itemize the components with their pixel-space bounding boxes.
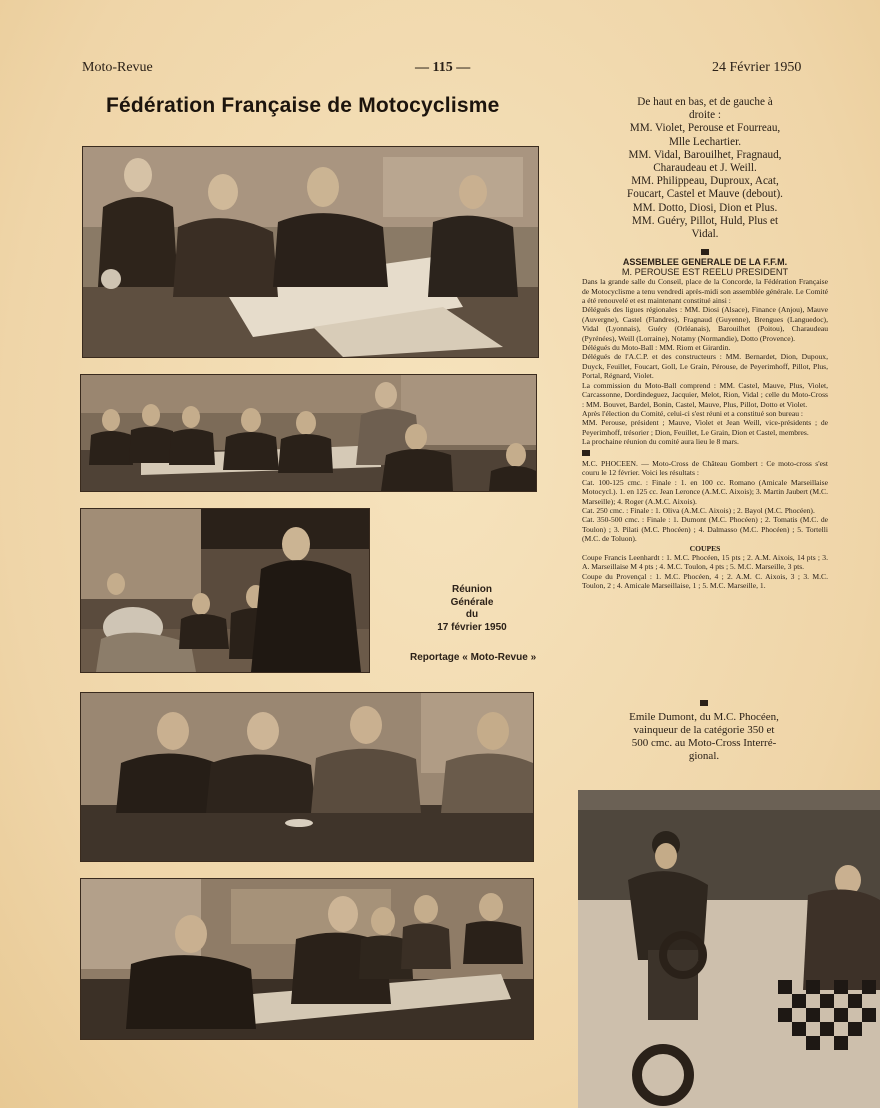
motocross-caption: Emile Dumont, du M.C. Phocéen, vainqueur de la catégorie 350 et 500 cmc. au Moto-Cross Interré- gional.	[629, 711, 779, 762]
meeting-photo-3	[80, 508, 370, 673]
article-subheading: M. PEROUSE EST REELU PRESIDENT	[621, 267, 789, 278]
page-title: Fédération Française de Motocyclisme	[106, 94, 500, 117]
article-heading: ASSEMBLEE GENERALE DE LA F.F.M.	[622, 257, 788, 268]
meeting-photo-4	[80, 692, 534, 862]
photo-identification-caption: De haut en bas, et de gauche à droite : MM. Violet, Perouse et Fourreau, Mlle Lechartier. MM. Vidal, Barouilhet, Fragnaud, Charaudeau et J. Weill. MM. Philippeau, Duproux, Acat, Foucart, Castel et Mauve (debout). MM. Dotto, Diosi, Dion et Plus. MM. Guéry, Pillot, Huld, Plus et Vidal.	[627, 96, 783, 241]
article-body: Dans la grande salle du Conseil, place de la Concorde, la Fédération Française de Motocyclisme a tenu vendredi après-midi son assemblée générale. Le Comité a été renouvelé et est maintenant constitué ainsi : Délégués des ligues régionales : MM. Diosi (Alsace), Finance (Anjou), Mauve (Auvergne), Castel (Flandres), Fragnaud (Guyenne), Brengues (Languedoc), Vidal (Lyonnais), Guéry (Orléanais), Barouilhet (Poitou), Charaudeau (Pyrénées), Weill (Lorraine), Notamy (Normandie), Dotto (Provence). Délégués du Moto-Ball : MM. Riom et Girardin. Délégués de l'A.C.P. et des constructeurs : MM. Bernardet, Dion, Dupoux, Duyck, Feuillet, Foucart, Goll, Le Grain, Pérouse, de Peyerimhoff, Pillot, Plus, Portal, Régnard, Violet. La commission du Moto-Ball comprend : MM. Castel, Mauve, Plus, Violet, Carcassonne, Dordindeguez, Jacquier, Melot, Rion, Vidal ; celle du Moto-Cross : MM. Bouvet, Bardel, Bonin, Castel, Mauve, Plus, Pillot, Dotto et Violet. Après l'élection du Comité, celui-ci s'est réuni et a constitué son bureau : MM. Perouse, président ; Mauve, Violet et Jean Weill, vice-présidents ; de Peyerimhoff, trésorier ; Dion, Feuillet, Le Grain, Dion et Castel, membres. La prochaine réunion du comité aura lieu le 8 mars. M.C. PHOCEEN. — Moto-Cross de Château Gombert : Ce moto-cross s'est couru le 12 février. Voici les résultats : Cat. 100-125 cmc. : Finale : 1. en 100 cc. Romano (Amicale Marseillaise Motocycl.). 1. en 125 cc. Jean Leronce (A.M.C. Aixois); 3. Martin Jaubert (M.C. Marseille); 4. Roger (A.M.C. Aixois). Cat. 250 cmc. : Finale : 1. Oliva (A.M.C. Aixois) ; 2. Bayol (M.C. Phocéen). Cat. 350-500 cmc. : Finale : 1. Dumont (M.C. Phocéen) ; 2. Tomatis (M.C. de Toulon) ; 3. Pilati (M.C. Phocéen) ; 4. Dalmasso (M.C. Phocéen) ; 5. Tortelli (M.C. de Toluon). COUPES Coupe Francis Leenhardt : 1. M.C. Phocéen, 15 pts ; 2. A.M. Aixois, 14 pts ; 3. A. Marseillaise M 4 pts ; 4. M.C. Toulon, 4 pts ; 5. M.C. Marseille, 3 pts. Coupe du Provençal : 1. M.C. Phocéen, 4 ; 2. A.M. C. Aixois, 3 ; 3. M.C. Toulon, 2 ; 4. Amicale Marseillaise, 1 ; 5. M.C. Marseille, 1.	[582, 277, 828, 591]
reportage-credit: Reportage « Moto-Revue »	[410, 652, 537, 663]
meeting-photo-5	[80, 878, 534, 1040]
meeting-photo-1	[82, 146, 539, 358]
header-page-number: — 115 —	[415, 60, 471, 75]
header-date: 24 Février 1950	[712, 60, 802, 75]
motocross-photo	[578, 790, 880, 1108]
header-magazine-name: Moto-Revue	[82, 60, 153, 75]
separator-square	[701, 249, 709, 255]
reunion-caption: Réunion Générale du 17 février 1950	[437, 584, 507, 633]
right-column	[582, 96, 828, 591]
separator-square	[582, 450, 590, 456]
meeting-photo-2	[80, 374, 537, 492]
separator-square	[700, 700, 708, 706]
coupes-heading: COUPES	[689, 543, 721, 553]
phoceen-lead: M.C. PHOCEEN. — Moto-Cross de Château Gombert : Ce moto-cross s'est couru le 12 février. Voici les résultats :	[582, 458, 828, 478]
